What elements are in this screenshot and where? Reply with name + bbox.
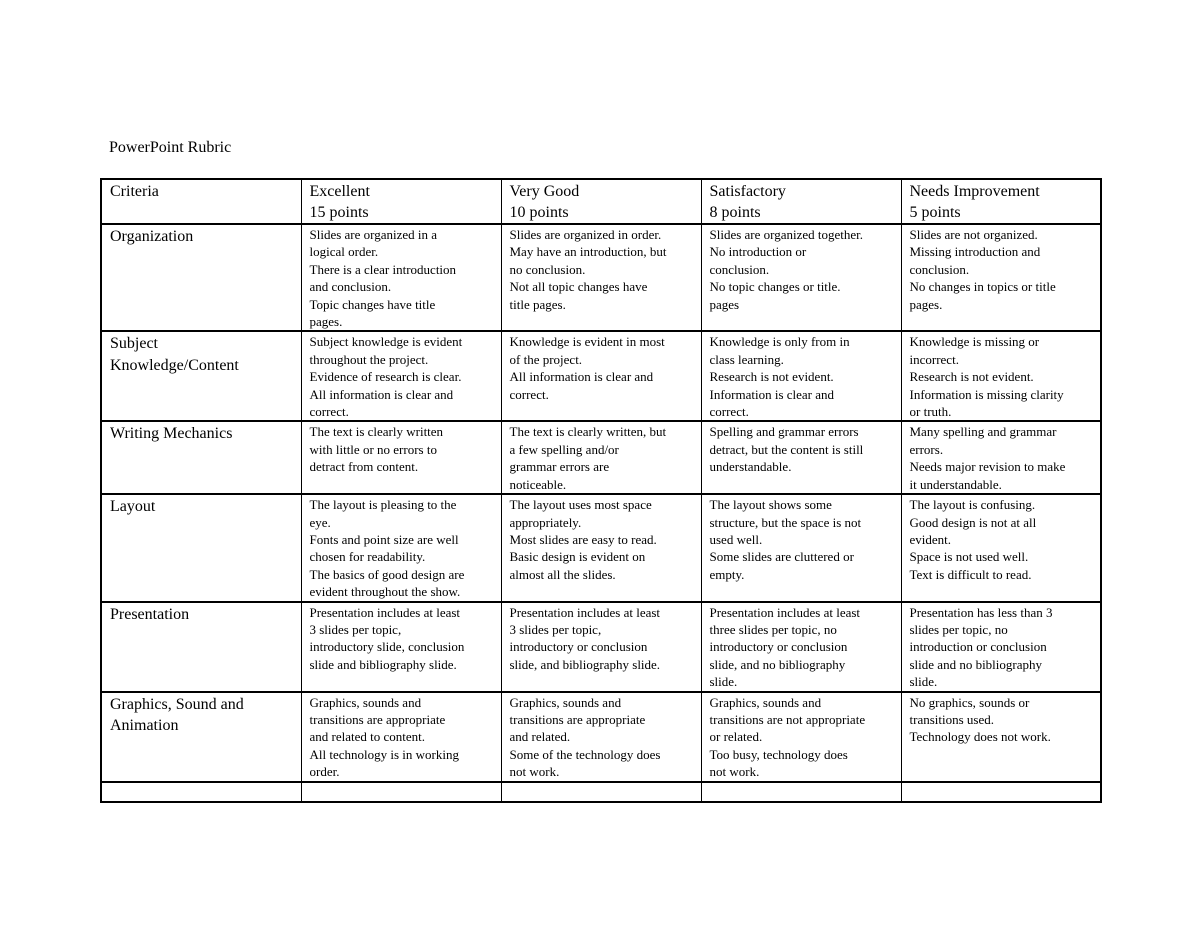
- descriptor-text: Presentation has less than 3: [909, 604, 1053, 620]
- header-label: Needs Improvement: [909, 183, 1040, 200]
- descriptor-text: no conclusion.: [509, 261, 586, 277]
- descriptor-text: transitions are not appropriate: [709, 711, 866, 727]
- descriptor-text: detract, but the content is still: [709, 441, 864, 457]
- descriptor-cell-satisfactory: [701, 494, 901, 601]
- descriptor-text: pages.: [309, 314, 343, 330]
- criterion-cell: [101, 692, 301, 782]
- descriptor-text: correct.: [709, 404, 749, 420]
- rubric-row-presentation: [101, 602, 1101, 692]
- descriptor-text: not work.: [509, 764, 560, 780]
- descriptor-text: not work.: [709, 764, 760, 780]
- criterion-cell: [101, 494, 301, 601]
- descriptor-text: Fonts and point size are well: [309, 531, 459, 547]
- descriptor-text: Research is not evident.: [709, 369, 834, 385]
- descriptor-text: evident throughout the show.: [309, 584, 461, 600]
- descriptor-text: errors.: [909, 441, 944, 457]
- empty-cell: [101, 782, 301, 802]
- descriptor-cell-very-good: [501, 331, 701, 421]
- descriptor-cell-excellent: [301, 602, 501, 692]
- descriptor-text: title pages.: [509, 296, 566, 312]
- descriptor-text: Graphics, sounds and: [309, 694, 422, 710]
- rubric-table: [100, 178, 1102, 803]
- descriptor-text: No topic changes or title.: [709, 279, 841, 295]
- descriptor-text: Evidence of research is clear.: [309, 369, 462, 385]
- descriptor-text: Technology does not work.: [909, 729, 1051, 745]
- descriptor-text: understandable.: [709, 459, 792, 475]
- descriptor-cell-needs-improvement: [901, 421, 1101, 494]
- descriptor-text: The layout shows some: [709, 497, 832, 513]
- descriptor-text: almost all the slides.: [509, 566, 616, 582]
- descriptor-text: The text is clearly written, but: [509, 424, 667, 440]
- descriptor-text: slide.: [709, 674, 738, 690]
- descriptor-text: May have an introduction, but: [509, 244, 667, 260]
- descriptor-text: No introduction or: [709, 244, 807, 260]
- descriptor-text: a few spelling and/or: [509, 441, 619, 457]
- descriptor-text: with little or no errors to: [309, 441, 437, 457]
- descriptor-text: of the project.: [509, 351, 583, 367]
- empty-cell: [301, 782, 501, 802]
- criterion-cell: [101, 602, 301, 692]
- descriptor-text: and conclusion.: [309, 279, 392, 295]
- descriptor-text: conclusion.: [709, 261, 770, 277]
- descriptor-text: All information is clear and: [509, 369, 654, 385]
- descriptor-cell-needs-improvement: [901, 224, 1101, 331]
- header-satisfactory: [701, 179, 901, 224]
- descriptor-text: No changes in topics or title: [909, 279, 1056, 295]
- empty-cell: [501, 782, 701, 802]
- descriptor-cell-excellent: [301, 494, 501, 601]
- descriptor-text: introductory or conclusion: [709, 639, 848, 655]
- descriptor-text: pages: [709, 296, 740, 312]
- criterion-text: Organization: [110, 228, 194, 245]
- descriptor-text: appropriately.: [509, 514, 582, 530]
- descriptor-text: used well.: [709, 531, 763, 547]
- descriptor-text: introductory or conclusion: [509, 639, 648, 655]
- rubric-row-subject-knowledge: [101, 331, 1101, 421]
- descriptor-text: class learning.: [709, 351, 784, 367]
- descriptor-text: Many spelling and grammar: [909, 424, 1057, 440]
- descriptor-text: it understandable.: [909, 476, 1002, 492]
- descriptor-text: transitions used.: [909, 711, 994, 727]
- descriptor-cell-satisfactory: [701, 421, 901, 494]
- header-excellent: [301, 179, 501, 224]
- descriptor-text: The layout is pleasing to the: [309, 497, 457, 513]
- descriptor-text: Spelling and grammar errors: [709, 424, 859, 440]
- descriptor-text: Subject knowledge is evident: [309, 334, 463, 350]
- header-row: [101, 179, 1101, 224]
- descriptor-text: three slides per topic, no: [709, 621, 837, 637]
- header-label: Criteria: [110, 183, 159, 200]
- descriptor-text: Text is difficult to read.: [909, 566, 1032, 582]
- descriptor-text: slide.: [909, 674, 938, 690]
- descriptor-text: Space is not used well.: [909, 549, 1029, 565]
- header-points: 10 points: [509, 204, 569, 221]
- descriptor-text: transitions are appropriate: [509, 711, 646, 727]
- descriptor-text: All information is clear and: [309, 386, 454, 402]
- descriptor-text: All technology is in working: [309, 746, 459, 762]
- descriptor-cell-needs-improvement: [901, 602, 1101, 692]
- descriptor-text: transitions are appropriate: [309, 711, 446, 727]
- descriptor-cell-excellent: [301, 224, 501, 331]
- descriptor-cell-satisfactory: [701, 692, 901, 782]
- descriptor-text: noticeable.: [509, 476, 567, 492]
- descriptor-text: Slides are not organized.: [909, 227, 1038, 242]
- descriptor-cell-excellent: [301, 331, 501, 421]
- descriptor-text: Good design is not at all: [909, 514, 1037, 530]
- descriptor-cell-satisfactory: [701, 224, 901, 331]
- descriptor-text: Slides are organized in order.: [509, 227, 662, 242]
- descriptor-text: correct.: [509, 386, 549, 402]
- descriptor-cell-excellent: [301, 421, 501, 494]
- descriptor-text: Presentation includes at least: [509, 604, 661, 620]
- descriptor-text: grammar errors are: [509, 459, 610, 475]
- descriptor-text: and related.: [509, 729, 571, 745]
- descriptor-text: Needs major revision to make: [909, 459, 1066, 475]
- header-points: 5 points: [909, 204, 961, 221]
- descriptor-text: Knowledge is missing or: [909, 334, 1040, 350]
- document-title: PowerPoint Rubric: [109, 139, 232, 156]
- descriptor-text: slide, and bibliography slide.: [509, 656, 661, 672]
- descriptor-text: The basics of good design are: [309, 566, 465, 582]
- descriptor-text: slide, and no bibliography: [709, 656, 846, 672]
- rubric-row-layout: [101, 494, 1101, 601]
- descriptor-cell-very-good: [501, 421, 701, 494]
- descriptor-text: The layout uses most space: [509, 497, 652, 513]
- descriptor-cell-very-good: [501, 692, 701, 782]
- descriptor-text: slide and bibliography slide.: [309, 656, 457, 672]
- rubric-row-writing-mechanics: [101, 421, 1101, 494]
- descriptor-text: The text is clearly written: [309, 424, 444, 440]
- descriptor-text: Research is not evident.: [909, 369, 1034, 385]
- criterion-text: Subject: [110, 335, 158, 353]
- criterion-text: Animation: [110, 717, 179, 735]
- descriptor-text: Presentation includes at least: [309, 604, 461, 620]
- descriptor-text: Presentation includes at least: [709, 604, 861, 620]
- descriptor-text: logical order.: [309, 244, 379, 260]
- descriptor-text: or truth.: [909, 404, 952, 420]
- descriptor-text: pages.: [909, 296, 943, 312]
- descriptor-cell-very-good: [501, 494, 701, 601]
- descriptor-text: Knowledge is only from in: [709, 334, 850, 350]
- descriptor-text: Some slides are cluttered or: [709, 549, 854, 565]
- descriptor-text: Most slides are easy to read.: [509, 531, 657, 547]
- criterion-text: Writing Mechanics: [110, 425, 233, 443]
- descriptor-text: 3 slides per topic,: [509, 621, 602, 637]
- descriptor-cell-excellent: [301, 692, 501, 782]
- descriptor-text: introductory slide, conclusion: [309, 639, 465, 655]
- descriptor-text: Slides are organized in a: [309, 227, 438, 242]
- descriptor-text: throughout the project.: [309, 351, 429, 367]
- rubric-row-organization: [101, 224, 1101, 331]
- descriptor-text: Information is missing clarity: [909, 386, 1064, 402]
- descriptor-text: and related to content.: [309, 729, 426, 745]
- header-very-good: [501, 179, 701, 224]
- header-label: Very Good: [509, 183, 580, 200]
- descriptor-cell-needs-improvement: [901, 692, 1101, 782]
- descriptor-text: Topic changes have title: [309, 296, 436, 312]
- descriptor-cell-needs-improvement: [901, 331, 1101, 421]
- descriptor-text: slides per topic, no: [909, 621, 1008, 637]
- descriptor-text: No graphics, sounds or: [909, 694, 1030, 710]
- descriptor-text: Basic design is evident on: [509, 549, 646, 565]
- descriptor-text: incorrect.: [909, 351, 959, 367]
- descriptor-text: chosen for readability.: [309, 549, 426, 565]
- descriptor-text: Graphics, sounds and: [509, 694, 622, 710]
- header-label: Satisfactory: [709, 183, 786, 200]
- descriptor-text: eye.: [309, 514, 331, 530]
- descriptor-text: order.: [309, 764, 340, 780]
- descriptor-text: Too busy, technology does: [709, 746, 848, 762]
- descriptor-text: Graphics, sounds and: [709, 694, 822, 710]
- descriptor-text: Some of the technology does: [509, 746, 661, 762]
- descriptor-text: detract from content.: [309, 459, 419, 475]
- criterion-text: Graphics, Sound and: [110, 695, 244, 713]
- descriptor-cell-very-good: [501, 602, 701, 692]
- header-points: 8 points: [709, 204, 761, 221]
- descriptor-text: introduction or conclusion: [909, 639, 1047, 655]
- descriptor-cell-needs-improvement: [901, 494, 1101, 601]
- descriptor-text: Knowledge is evident in most: [509, 334, 665, 350]
- descriptor-cell-very-good: [501, 224, 701, 331]
- descriptor-text: 3 slides per topic,: [309, 621, 402, 637]
- descriptor-text: empty.: [709, 566, 745, 582]
- descriptor-text: evident.: [909, 531, 952, 547]
- criterion-cell: [101, 224, 301, 331]
- descriptor-text: correct.: [309, 404, 349, 420]
- descriptor-text: Not all topic changes have: [509, 279, 648, 295]
- header-criteria: [101, 179, 301, 224]
- descriptor-text: Information is clear and: [709, 386, 835, 402]
- header-points: 15 points: [309, 204, 369, 221]
- descriptor-text: conclusion.: [909, 261, 970, 277]
- descriptor-cell-satisfactory: [701, 602, 901, 692]
- criterion-text: Layout: [110, 498, 156, 516]
- descriptor-text: slide and no bibliography: [909, 656, 1043, 672]
- descriptor-text: structure, but the space is not: [709, 514, 862, 530]
- descriptor-text: Slides are organized together.: [709, 227, 864, 242]
- rubric-row-graphics-sound-animation: [101, 692, 1101, 782]
- empty-cell: [701, 782, 901, 802]
- descriptor-text: There is a clear introduction: [309, 261, 457, 277]
- descriptor-cell-satisfactory: [701, 331, 901, 421]
- descriptor-text: The layout is confusing.: [909, 497, 1036, 513]
- criterion-cell: [101, 421, 301, 494]
- descriptor-text: or related.: [709, 729, 763, 745]
- criterion-text: Presentation: [110, 605, 190, 623]
- empty-cell: [901, 782, 1101, 802]
- header-needs-improvement: [901, 179, 1101, 224]
- header-label: Excellent: [309, 183, 370, 200]
- descriptor-text: Missing introduction and: [909, 244, 1041, 260]
- criterion-cell: [101, 331, 301, 421]
- criterion-text: Knowledge/Content: [110, 356, 239, 374]
- rubric-row-empty: [101, 782, 1101, 802]
